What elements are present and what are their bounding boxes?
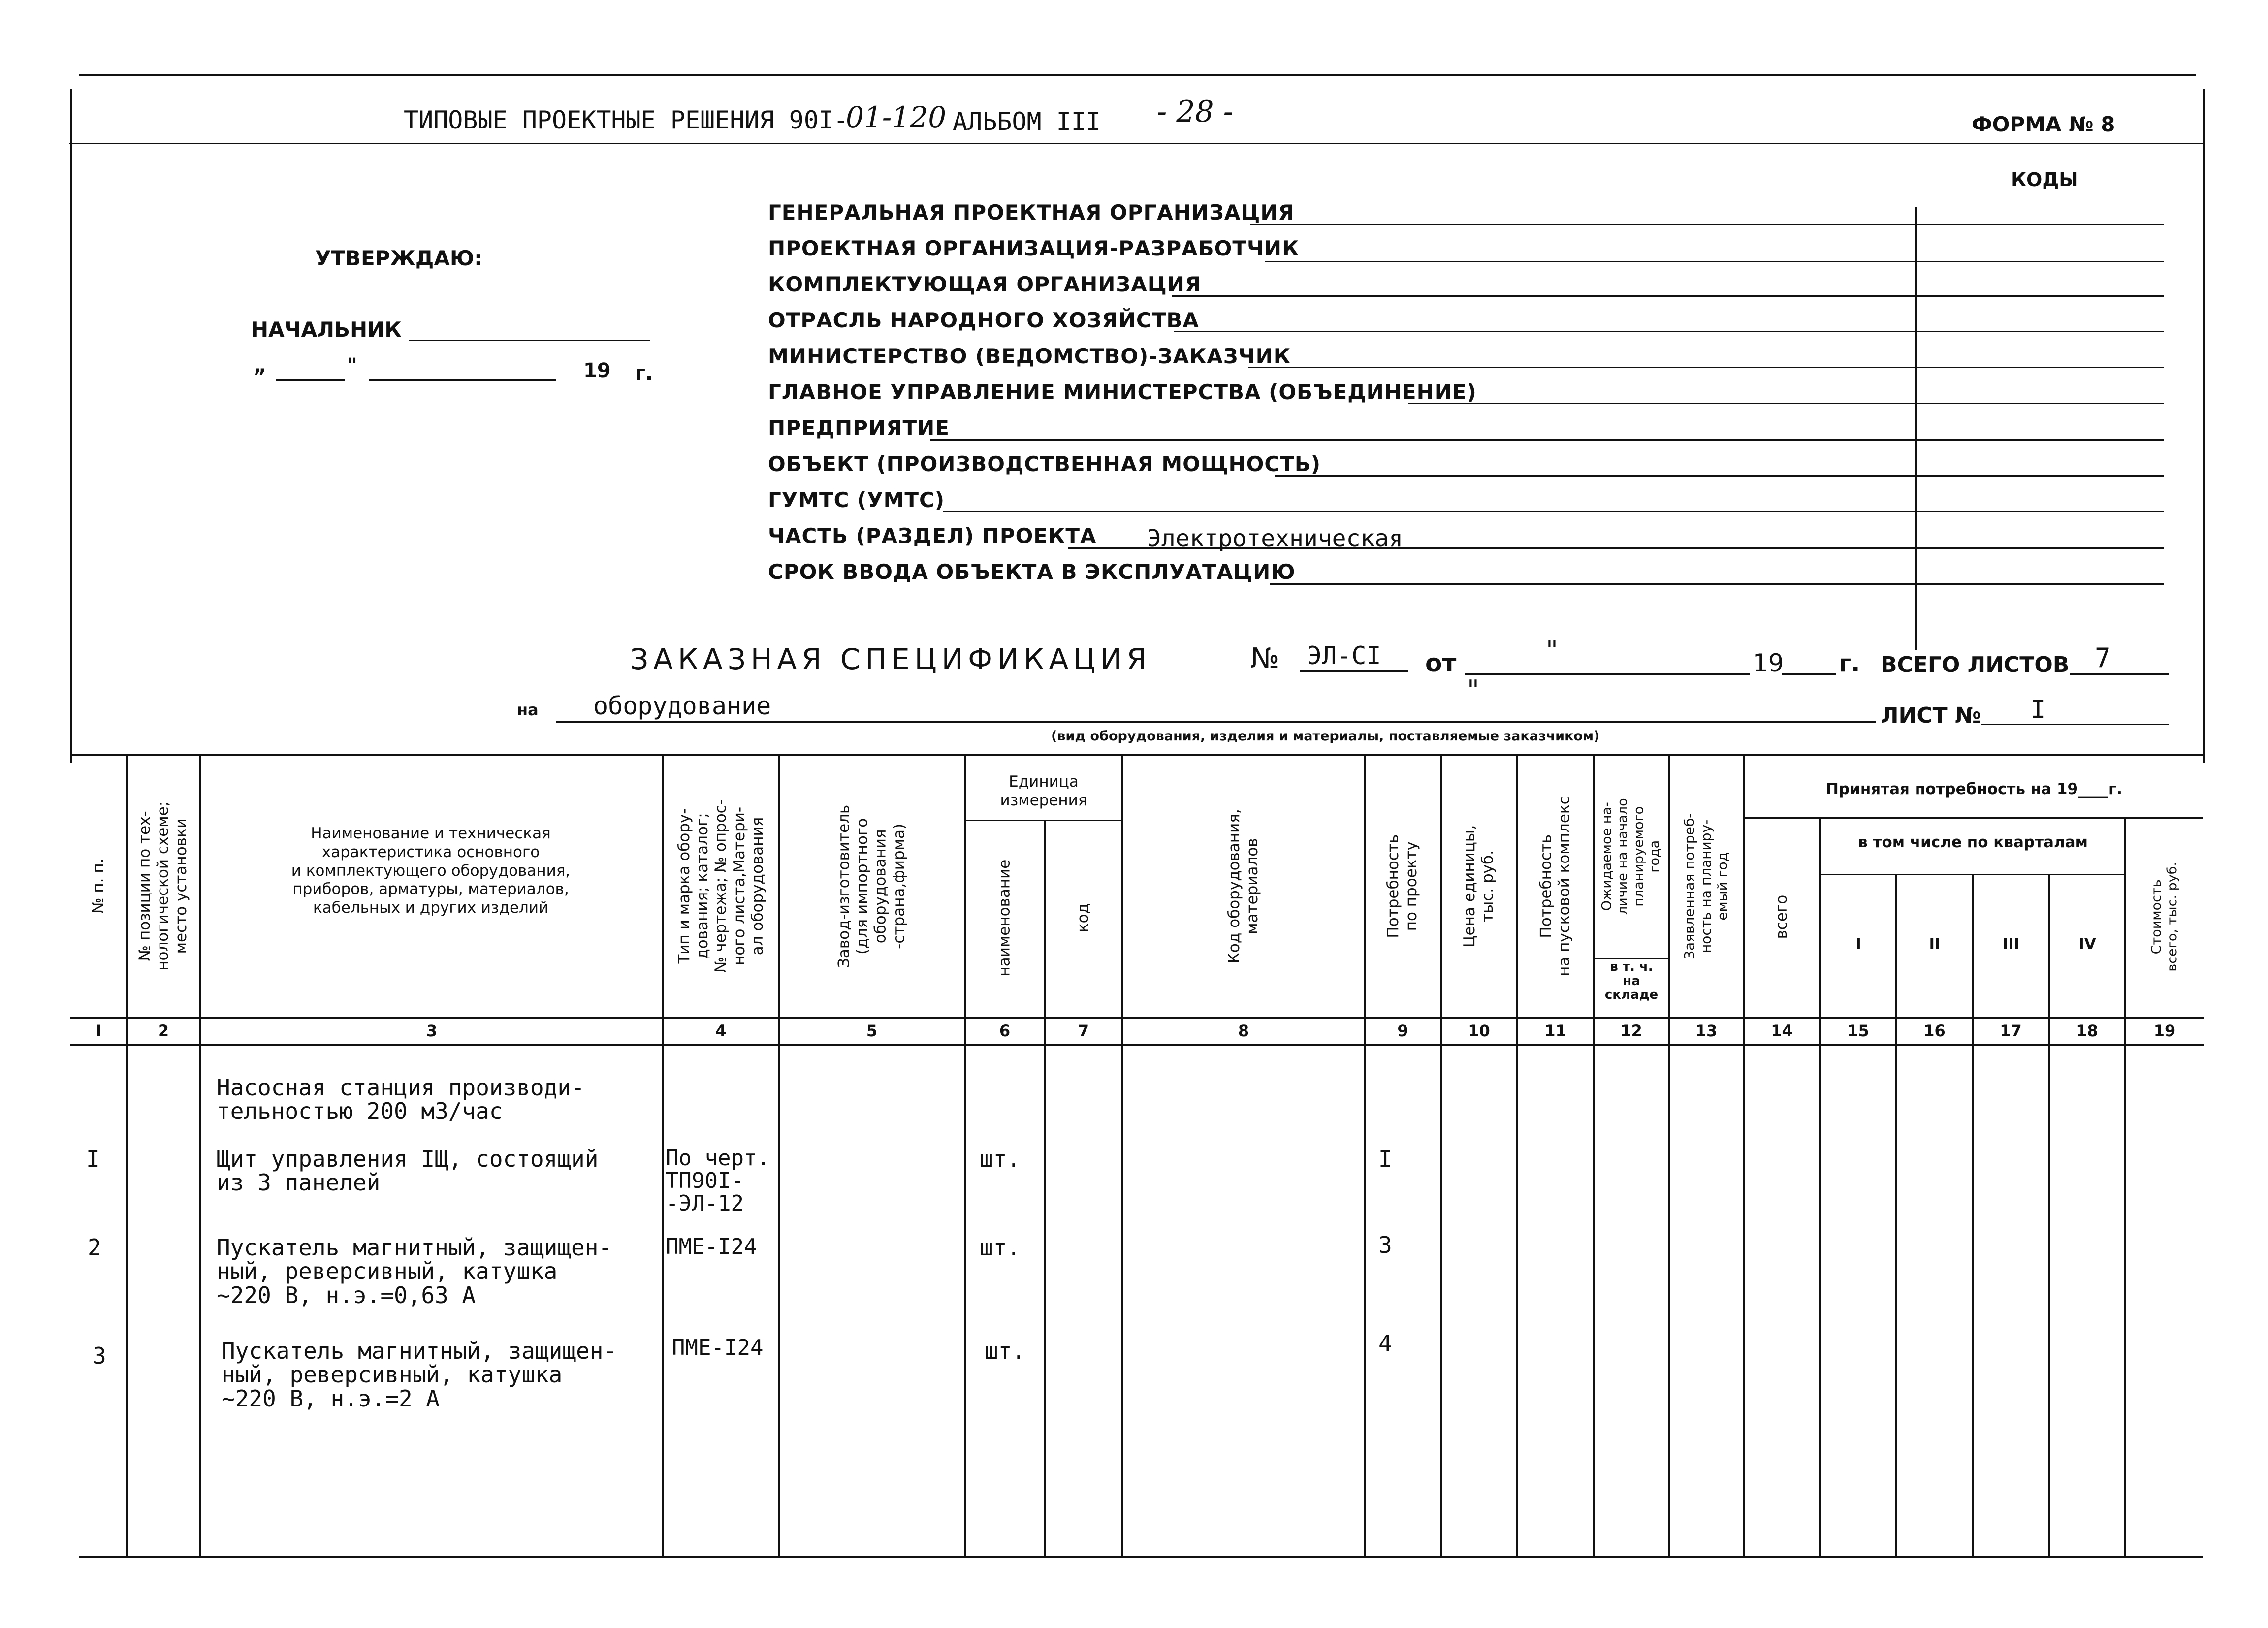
header-col-17: III — [2002, 935, 2020, 953]
spec-from-label: от — [1425, 649, 1457, 677]
spec-sheet-line — [1981, 724, 2169, 725]
header-underline — [69, 143, 2205, 144]
header-title: ТИПОВЫЕ ПРОЕКТНЫЕ РЕШЕНИЯ 90I- — [404, 106, 849, 134]
approve-label: УТВЕРЖДАЮ: — [315, 246, 482, 270]
field-supplier-org: КОМПЛЕКТУЮЩАЯ ОРГАНИЗАЦИЯ — [768, 272, 1202, 296]
header-col-10: Цена единицы, тыс. руб. — [1461, 825, 1497, 948]
field-project-part-value: Электротехническая — [1147, 525, 1404, 552]
chief-label: НАЧАЛЬНИК — [251, 318, 402, 342]
page-number: - 28 - — [1157, 95, 1234, 129]
colnum-17: 17 — [2000, 1021, 2022, 1040]
col-line-15 — [1895, 874, 1897, 1557]
field-gumts: ГУМТС (УМТС) — [768, 488, 945, 512]
header-col-4: Тип и марка обору- дования; каталог; № чертежа; № опрос- ного листа,Матери- ал оборудования — [675, 799, 767, 973]
field-commissioning: СРОК ВВОДА ОБЪЕКТА В ЭКСПЛУАТАЦИЮ — [768, 560, 1296, 584]
header-col-7: код — [1074, 903, 1092, 933]
colnum-15: 15 — [1847, 1021, 1869, 1040]
header-col-11: Потребность на пусковой комплекс — [1537, 796, 1573, 976]
colnum-18: 18 — [2076, 1021, 2098, 1040]
codes-label: КОДЫ — [2011, 169, 2078, 191]
table-row-unit: шт. — [985, 1338, 1026, 1364]
spec-date-line — [1465, 673, 1750, 675]
colnum-7: 7 — [1078, 1021, 1089, 1040]
table-row-num: I — [86, 1146, 100, 1172]
colnum-10: 10 — [1468, 1021, 1490, 1040]
approval-date-quote-close: " — [347, 354, 357, 377]
top-border — [79, 74, 2196, 76]
table-row-num: 2 — [88, 1234, 101, 1261]
header-col-19: Стоимость всего, тыс. руб. — [2148, 862, 2180, 972]
field-enterprise: ПРЕДПРИЯТИЕ — [768, 416, 950, 440]
field-design-org: ПРОЕКТНАЯ ОРГАНИЗАЦИЯ-РАЗРАБОТЧИК — [768, 236, 1300, 260]
spec-sheet: I — [2031, 695, 2046, 724]
table-row-qty: I — [1378, 1146, 1392, 1172]
colnum-3: 3 — [426, 1021, 438, 1040]
codes-divider — [1915, 207, 1917, 650]
colnum-11: 11 — [1544, 1021, 1566, 1040]
table-row-name: Пускатель магнитный, защищен- ный, реверсивный, катушка ~220 В, н.э.=0,63 А — [217, 1234, 612, 1309]
header-col-2: № позиции по тех- нологической схеме; место установки — [136, 801, 191, 971]
header-col-6: наименование — [995, 860, 1014, 977]
right-border — [2203, 89, 2205, 763]
col-line-17 — [2048, 874, 2050, 1557]
left-border — [70, 89, 72, 763]
field-ministry: МИНИСТЕРСТВО (ВЕДОМСТВО)-ЗАКАЗЧИК — [768, 344, 1291, 368]
colnum-4: 4 — [715, 1021, 727, 1040]
field-project-part: ЧАСТЬ (РАЗДЕЛ) ПРОЕКТА — [768, 524, 1097, 548]
field-gumts-line — [943, 511, 2164, 512]
field-industry-line — [1174, 331, 2164, 332]
approval-year: 19 — [583, 359, 611, 382]
spec-number-line — [1300, 670, 1408, 672]
colnum-19: 19 — [2153, 1021, 2176, 1040]
spec-year-line — [1782, 673, 1836, 675]
table-row-qty: 3 — [1378, 1232, 1392, 1258]
colnum-8: 8 — [1238, 1021, 1249, 1040]
spec-on-label: на — [517, 701, 539, 719]
spec-year: 19 — [1753, 649, 1784, 677]
header-album: АЛЬБОМ III — [953, 107, 1101, 136]
table-row-type: ПМЕ-I24 — [666, 1234, 757, 1259]
table-row-unit: шт. — [980, 1146, 1021, 1172]
header-accepted: Принятая потребность на 19____г. — [1825, 780, 2122, 798]
field-supplier-org-line — [1172, 295, 2164, 297]
header-col-3: Наименование и техническая характеристика основного и комплектующего оборудования, приборов, арматуры, материалов, кабельных и других изделий — [291, 825, 571, 917]
header-col-15: I — [1855, 935, 1861, 953]
form-label: ФОРМА № 8 — [1972, 112, 2115, 136]
colnum-9: 9 — [1397, 1021, 1408, 1040]
header-col-8: Код оборудования, материалов — [1225, 809, 1261, 963]
colnum-6: 6 — [999, 1021, 1011, 1040]
colnum-2: 2 — [158, 1021, 169, 1040]
table-row-type: ПМЕ-I24 — [672, 1335, 764, 1360]
field-project-part-line — [1068, 547, 2164, 549]
unit-sub-line — [964, 820, 1121, 821]
group-title: Насосная станция производи- тельностью 200 м3/час — [217, 1074, 585, 1125]
table-row-name: Пускатель магнитный, защищен- ный, реверсивный, катушка ~220 В, н.э.=2 А — [222, 1338, 617, 1412]
field-object: ОБЪЕКТ (ПРОИЗВОДСТВЕННАЯ МОЩНОСТЬ) — [768, 452, 1321, 476]
header-col-12: Ожидаемое на- личие на начало планируемого года — [1599, 798, 1662, 915]
approval-year-suffix: г. — [635, 362, 653, 384]
approval-date-quote-open: „ — [254, 354, 267, 377]
header-col-13: Заявленная потреб- ность на планиру- емый год — [1681, 813, 1731, 959]
field-commissioning-line — [1270, 583, 2164, 585]
spec-title: ЗАКАЗНАЯ СПЕЦИФИКАЦИЯ — [630, 642, 1151, 676]
approval-day-line — [276, 379, 345, 381]
table-bottom — [79, 1556, 2203, 1558]
field-design-org-line — [1265, 261, 2164, 262]
table-head-bottom — [70, 1017, 2204, 1019]
header-col-16: II — [1929, 935, 1941, 953]
header-col-9: Потребность по проекту — [1384, 834, 1421, 938]
spec-quote-a: " — [1546, 635, 1558, 666]
colnum-5: 5 — [866, 1021, 878, 1040]
accepted-sub-line — [1743, 817, 2203, 819]
spec-year-suffix: г. — [1839, 650, 1860, 677]
table-row-num: 3 — [93, 1342, 106, 1369]
col-line-16 — [1972, 874, 1974, 1557]
spec-total-sheets-label: ВСЕГО ЛИСТОВ — [1881, 652, 2070, 677]
field-object-line — [1275, 475, 2164, 477]
field-enterprise-line — [930, 439, 2164, 441]
field-general-org: ГЕНЕРАЛЬНАЯ ПРОЕКТНАЯ ОРГАНИЗАЦИЯ — [768, 200, 1295, 224]
colnum-16: 16 — [1923, 1021, 1946, 1040]
header-unit: Единица измерения — [1000, 773, 1087, 809]
table-top — [70, 754, 2204, 756]
col-line-14 — [1819, 817, 1821, 1557]
header-series: 01-120 — [846, 100, 947, 134]
spec-note: (вид оборудования, изделия и материалы, поставляемые заказчиком) — [1051, 729, 1600, 744]
table-row-unit: шт. — [980, 1234, 1021, 1261]
table-row-type: По черт. ТП90I- -ЭЛ-12 — [666, 1146, 770, 1216]
spec-total-sheets-line — [2070, 673, 2169, 675]
table-row-name: Щит управления IЩ, состоящий из 3 панелей — [217, 1146, 599, 1196]
spec-total-sheets: 7 — [2095, 642, 2111, 673]
colnum-1: I — [96, 1021, 102, 1040]
header-col-18: IV — [2078, 935, 2096, 953]
field-main-directorate: ГЛАВНОЕ УПРАВЛЕНИЕ МИНИСТЕРСТВА (ОБЪЕДИНЕНИЕ) — [768, 380, 1477, 404]
table-colnum-bottom — [70, 1044, 2204, 1046]
spec-number-label: № — [1250, 642, 1279, 674]
table-row-qty: 4 — [1378, 1330, 1392, 1357]
approval-month-line — [369, 379, 556, 381]
spec-quote-b: " — [1467, 674, 1479, 705]
spec-sheet-label: ЛИСТ № — [1881, 703, 1981, 728]
chief-signature-line — [409, 340, 650, 341]
header-col-5: Завод-изготовитель (для импортного оборудования -страна,фирма) — [835, 804, 908, 968]
spec-number: ЭЛ-СI — [1307, 641, 1381, 670]
colnum-14: 14 — [1771, 1021, 1793, 1040]
field-ministry-line — [1248, 367, 2164, 368]
field-industry: ОТРАСЛЬ НАРОДНОГО ХОЗЯЙСТВА — [768, 308, 1199, 332]
header-quarters: в том числе по кварталам — [1858, 833, 2088, 851]
colnum-12: 12 — [1620, 1021, 1642, 1040]
colnum-13: 13 — [1695, 1021, 1718, 1040]
spec-on-value: оборудование — [593, 692, 771, 720]
header-col-12b: в т. ч. на складе — [1604, 959, 1659, 1003]
header-col-14: всего — [1772, 894, 1790, 939]
header-col-1: № п. п. — [89, 858, 107, 914]
field-main-directorate-line — [1408, 403, 2164, 404]
stock-sub-line — [1594, 958, 1668, 959]
field-general-org-line — [1250, 224, 2164, 225]
spec-on-line — [556, 721, 1876, 723]
col-line-2 — [199, 754, 201, 1557]
